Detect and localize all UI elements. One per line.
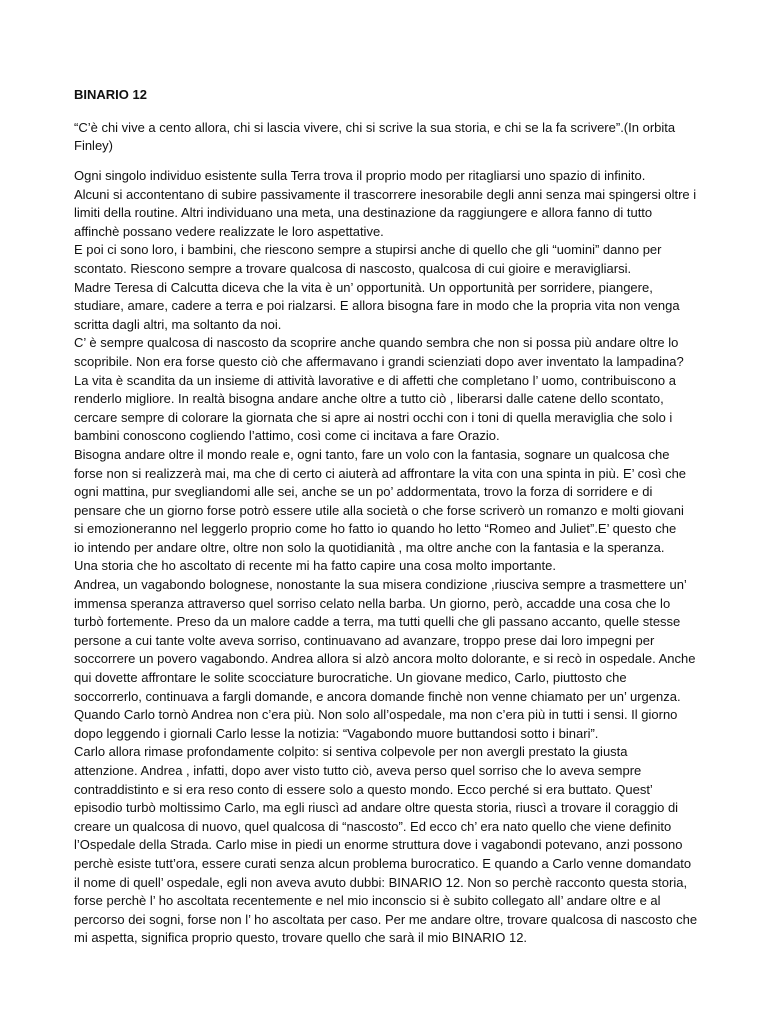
document-body [74,167,702,948]
epigraph-line: Finley) [74,138,114,153]
body-text-line: Carlo allora rimase profondamente colpito: si sentiva colpevole per non avergli prestato la giusta [74,744,628,760]
body-text-line: attenzione. Andrea , infatti, dopo aver visto tutto ciò, aveva perso quel sorriso che lo aveva sempre [74,763,642,778]
body-text-line: E poi ci sono loro, i bambini, che riescono sempre a stupirsi anche di quello che gli “uomini” danno per [74,242,662,258]
body-text-line: Andrea, un vagabondo bolognese, nonostante la sua misera condizione ,riusciva sempre a trasmettere un’ [74,577,687,593]
body-text-line: il nome di quell’ ospedale, egli non aveva avuto dubbi: BINARIO 12. Non so perchè racconto questa storia, [74,874,688,890]
body-text-line: l’Ospedale della Strada. Carlo mise in piedi un enorme struttura dove i vagabondi potevano, anzi possono [74,837,683,853]
body-text-line: bambini conoscono cogliendo l’attimo, così come ci incitava a fare Orazio. [74,428,500,444]
body-text-line: Una storia che ho ascoltato di recente mi ha fatto capire una cosa molto importante. [74,558,556,574]
body-text-line: immensa speranza attraverso quel sorriso celato nella barba. Un giorno, però, accadde una cosa che lo [74,595,671,611]
body-text-line: affinchè possano vedere realizzate le loro aspettative. [74,223,384,239]
body-text-line: soccorrere un povero vagabondo. Andrea allora si alzò ancora molto dolorante, e si recò in ospedale. Anche [74,651,696,667]
body-text-line: io intendo per andare oltre, oltre non solo la quotidianità , ma oltre anche con la fantasia e la speranza. [74,539,665,555]
body-text-line: Quando Carlo tornò Andrea non c’era più. Non solo all’ospedale, ma non c’era più in tutti i sensi. Il giorno [74,707,678,723]
epigraph-quote [74,119,702,155]
body-text-line: persone a cui tante volte aveva sorriso, continuavano ad avanzare, troppo prese dai loro impegni per [74,632,655,648]
body-text-line: creare un qualcosa di nuovo, quel qualcosa di “nascosto”. Ed ecco ch’ era nato quello che viene definito [74,818,672,834]
body-text-line: scontato. Riescono sempre a trovare qualcosa di nascosto, qualcosa di cui gioire e meravigliarsi. [74,260,632,276]
body-text-line: C’ è sempre qualcosa di nascosto da scoprire anche quando sembra che non si possa più andare oltre lo [74,335,679,351]
body-text-line: renderlo migliore. In realtà bisogna andare anche oltre a tutto ciò , liberarsi dalle catene dello scontato, [74,391,664,407]
body-text-line: dopo leggendo i giornali Carlo lesse la notizia: “Vagabondo muore buttandosi sotto i binari”. [74,725,599,741]
document-title: BINARIO 12 [74,87,147,102]
body-text-line: studiare, amare, cadere a terra e poi rialzarsi. E allora bisogna fare in modo che la propria vita non venga [74,298,680,314]
body-text-line: Bisogna andare oltre il mondo reale e, ogni tanto, fare un volo con la fantasia, sognare un qualcosa che [74,446,670,462]
body-text-line: cercare sempre di colorare la giornata che si apre ai nostri occhi con i toni di quella meraviglia che solo i [74,409,673,425]
body-text-line: perchè esiste tutt’ora, essere curati senza alcun problema burocratico. E quando a Carlo venne domandato [74,855,692,871]
body-text-line: pensare che un giorno forse potrò essere utile alla società o che forse scriverò un romanzo e molti giovani [74,502,684,518]
body-text-line: qui dovette affrontare le solite scocciature burocratiche. Un giovane medico, Carlo, piuttosto che [74,670,627,686]
body-text-line: contraddistinto e si era reso conto di essere solo a questo mondo. Ecco perché si era buttato. Quest’ [74,781,653,797]
body-text-line: scritta dagli altri, ma soltanto da noi. [74,316,282,332]
body-text-line: soccorrerlo, continuava a fargli domande, e ancora domande finchè non venne chiamato per un’ urgenza. [74,688,681,704]
body-text-line: turbò fortemente. Preso da un malore cadde a terra, ma tutti quelli che gli passano accanto, quelle stesse [74,614,681,630]
body-text-line: Alcuni si accontentano di subire passivamente il trascorrere inesorabile degli anni senza mai spingersi oltre i [74,186,697,202]
epigraph-line: “C’è chi vive a cento allora, chi si lascia vivere, chi si scrive la sua storia, e chi se la fa scrivere”.(In orbita [74,120,676,135]
body-text-line: mi aspetta, significa proprio questo, trovare quello che sarà il mio BINARIO 12. [74,930,528,946]
body-text-line: episodio turbò moltissimo Carlo, ma egli riuscì ad andare oltre questa storia, riuscì a trovare il coraggio di [74,800,679,816]
body-text-line: si emozioneranno nel leggerlo proprio come ho fatto io quando ho letto “Romeo and Juliet”.E’ questo che [74,521,677,537]
body-text-line: Ogni singolo individuo esistente sulla Terra trova il proprio modo per ritagliarsi uno spazio di infinito. [74,168,646,183]
body-text-line: scopribile. Non era forse questo ciò che affermavano i grandi scienziati dopo aver inventato la lampadina? [74,353,684,369]
body-text-line: limiti della routine. Altri individuano una meta, una destinazione da raggiungere e allora fanno di tutto [74,205,653,221]
body-text-line: La vita è scandita da un insieme di attività lavorative e di affetti che completano l’ uomo, contribuiscono a [74,372,676,388]
body-text-line: Madre Teresa di Calcutta diceva che la vita è un’ opportunità. Un opportunità per sorridere, piangere, [74,279,653,295]
body-text-line: forse non si realizzerà mai, ma che di certo ci aiuterà ad affrontare la vita con una spinta in più. E’ così che [74,465,687,481]
body-text-line: percorso dei sogni, forse non l’ ho ascoltata per caso. Per me andare oltre, trovare qualcosa di nascosto che [74,911,698,927]
body-text-line: forse perchè l’ ho ascoltata recentemente e nel mio inconscio si è subito collegato all’ andare oltre e al [74,893,661,909]
body-text-line: ogni mattina, pur svegliandomi alle sei, anche se un po’ addormentata, trovo la forza di sorridere e di [74,484,653,500]
